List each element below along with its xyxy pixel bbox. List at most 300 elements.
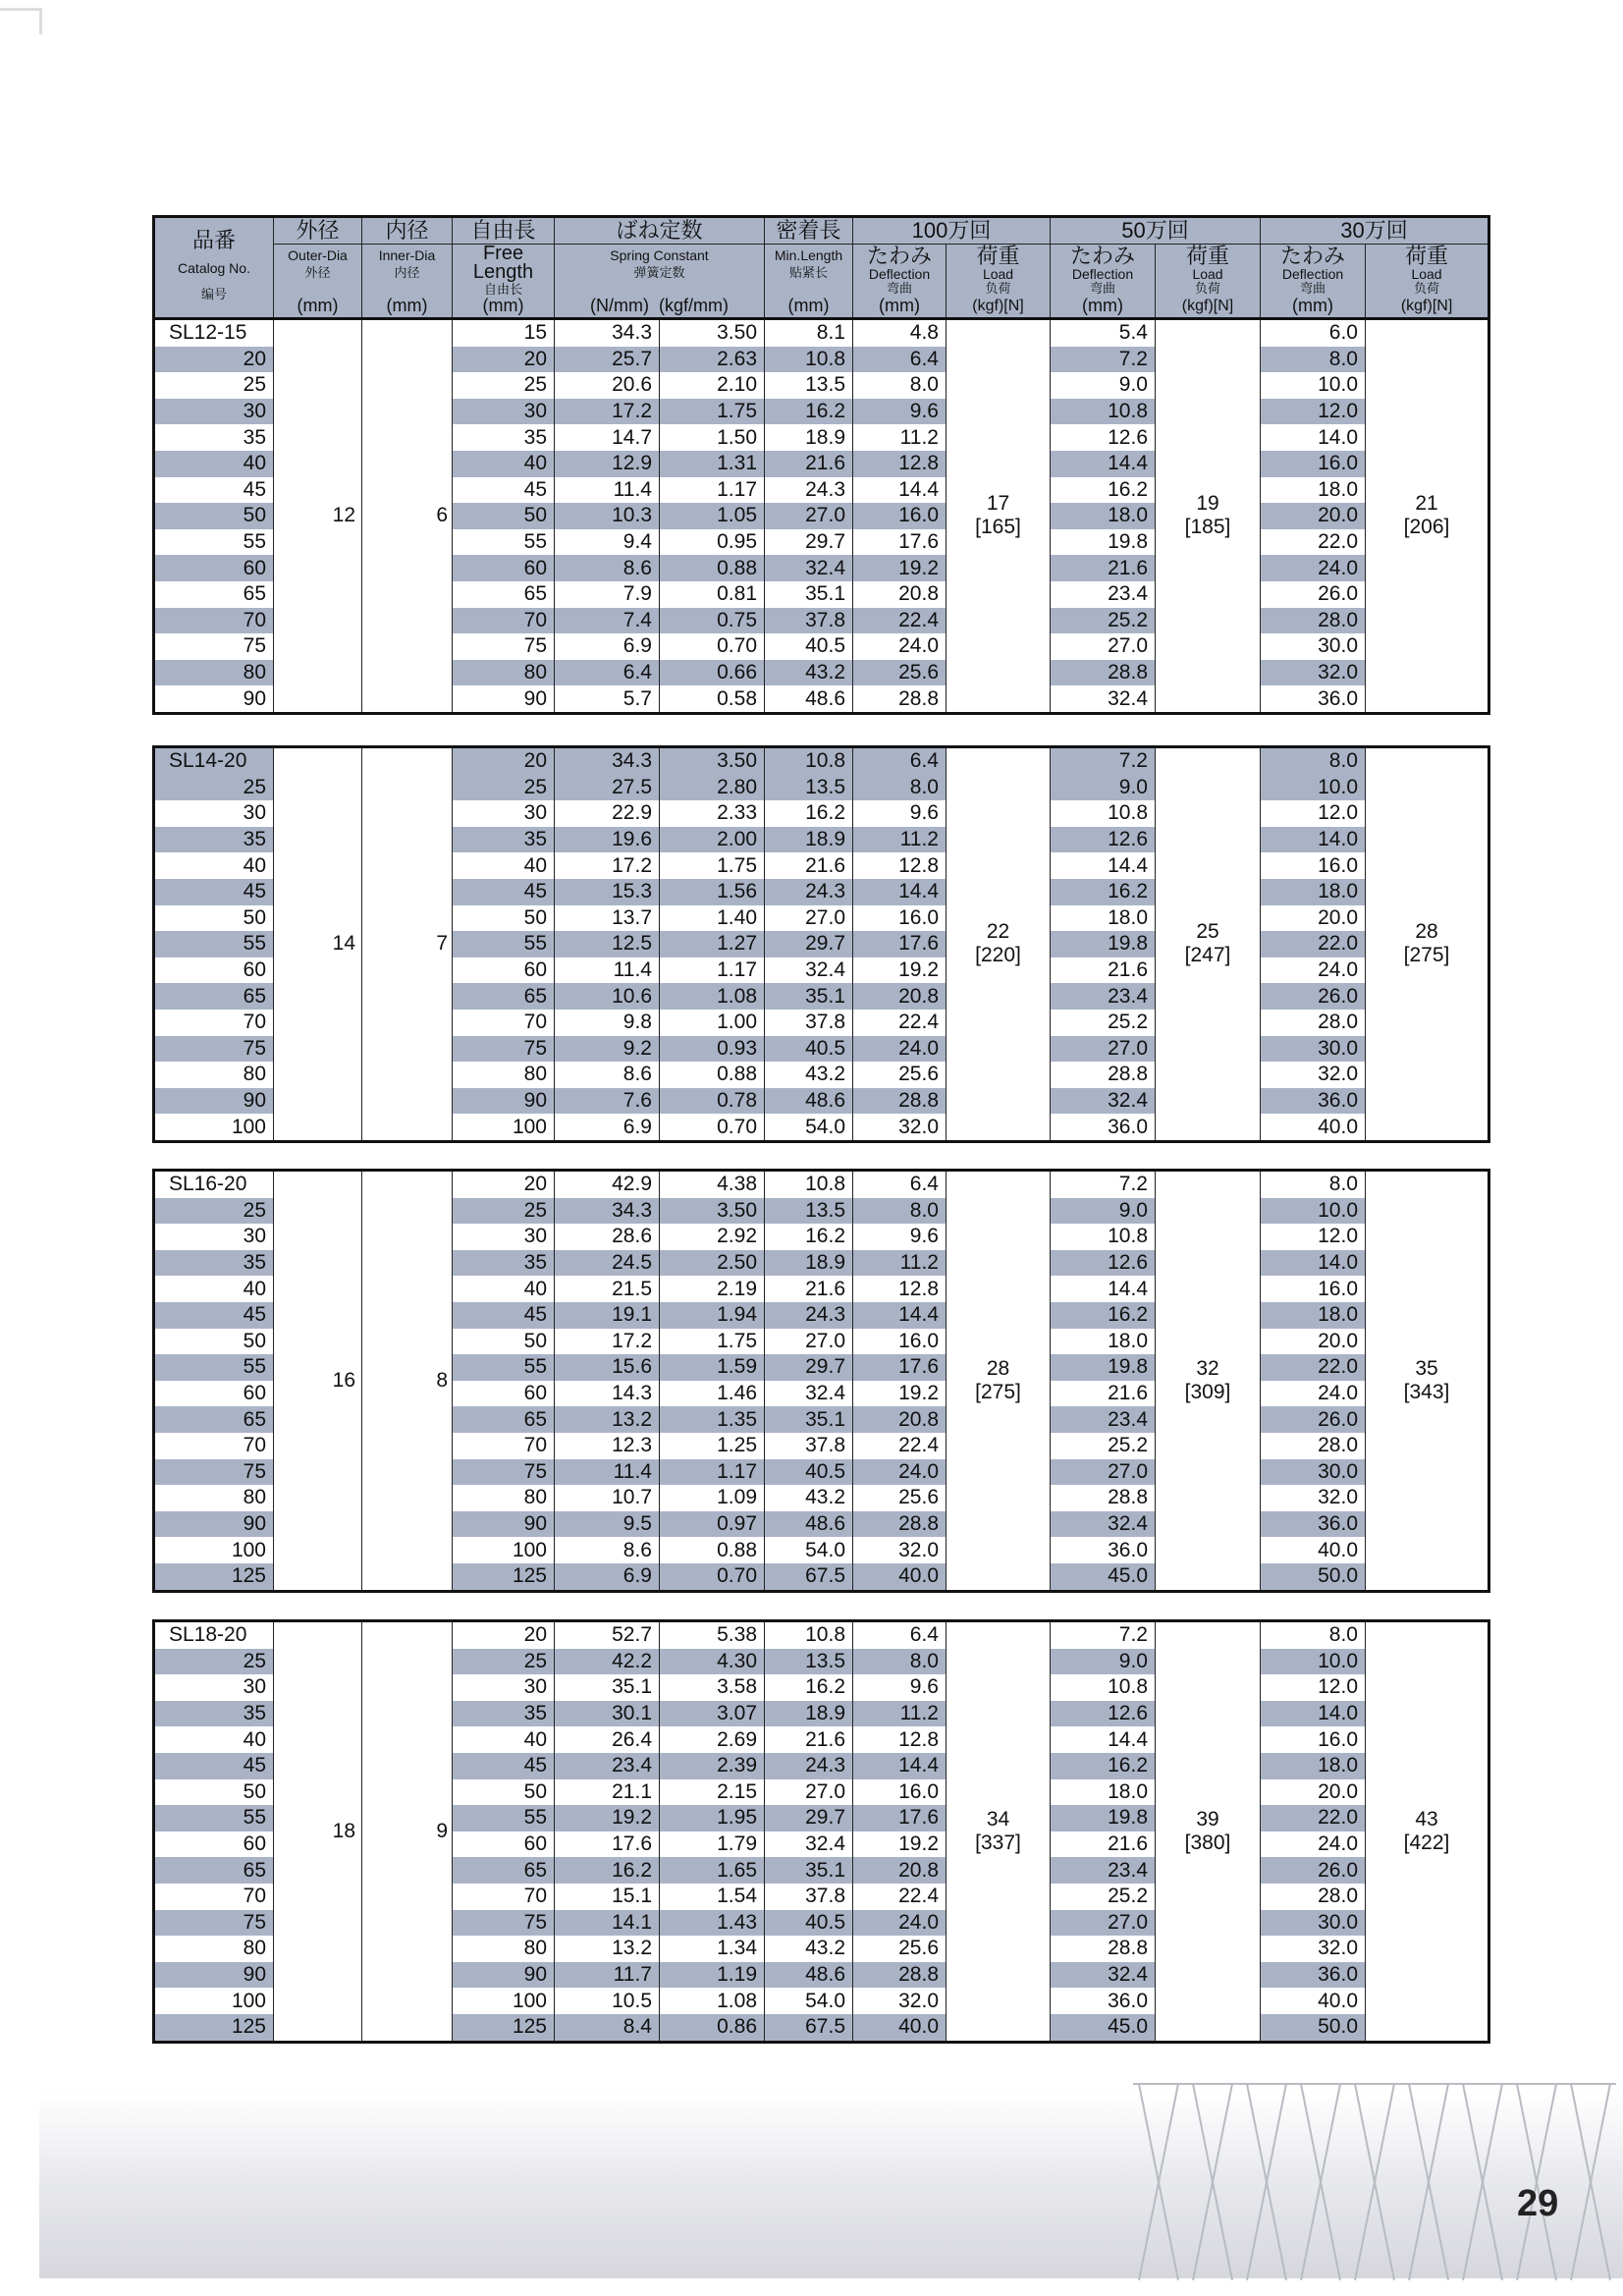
spring-constant-kgf-value: 1.50 bbox=[660, 424, 765, 451]
catalog-number: 65 bbox=[154, 1857, 274, 1884]
spring-constant-kgf-value: 1.35 bbox=[660, 1406, 765, 1433]
free-length-cn: 自由长 bbox=[483, 282, 522, 297]
spring-constant-n-value: 7.6 bbox=[555, 1088, 660, 1115]
spring-constant-n-value: 13.7 bbox=[555, 905, 660, 932]
deflection-30-value: 24.0 bbox=[1261, 957, 1366, 984]
deflection-100-value: 24.0 bbox=[853, 633, 947, 660]
load-kgf: 22 bbox=[986, 920, 1010, 944]
deflection-30-value: 50.0 bbox=[1261, 2014, 1366, 2042]
spring-constant-n-value: 8.4 bbox=[555, 2014, 660, 2042]
load-n: [206] bbox=[1403, 516, 1450, 539]
deflection-50-value: 25.2 bbox=[1051, 608, 1156, 634]
catalog-number: 30 bbox=[154, 800, 274, 827]
deflection-100-value: 40.0 bbox=[853, 1563, 947, 1591]
free-length-value: 75 bbox=[453, 1459, 555, 1486]
header-catalog-cn: 编号 bbox=[200, 287, 227, 301]
catalog-number: 50 bbox=[154, 905, 274, 932]
free-length-value: 65 bbox=[453, 983, 555, 1010]
free-length-value: 55 bbox=[453, 529, 555, 556]
deflection-30-value: 50.0 bbox=[1261, 1563, 1366, 1591]
free-length-value: 20 bbox=[453, 747, 555, 775]
spring-constant-n-value: 10.6 bbox=[555, 983, 660, 1010]
deflection-30-value: 30.0 bbox=[1261, 633, 1366, 660]
deflection-50-value: 25.2 bbox=[1051, 1884, 1156, 1910]
deflection-100-value: 8.0 bbox=[853, 372, 947, 399]
free-length-value: 40 bbox=[453, 451, 555, 477]
free-length-value: 60 bbox=[453, 1831, 555, 1858]
spring-constant-n-value: 10.3 bbox=[555, 503, 660, 529]
spring-constant-kgf-value: 2.15 bbox=[660, 1779, 765, 1806]
spring-constant-n-value: 30.1 bbox=[555, 1701, 660, 1727]
spring-constant-n-value: 10.5 bbox=[555, 1988, 660, 2014]
load-n: [275] bbox=[975, 1380, 1021, 1403]
min-length-value: 32.4 bbox=[765, 1831, 853, 1858]
deflection-50-value: 36.0 bbox=[1051, 1114, 1156, 1141]
free-length-value: 70 bbox=[453, 1433, 555, 1459]
spring-constant-kgf-value: 0.88 bbox=[660, 1062, 765, 1088]
min-length-value: 8.1 bbox=[765, 319, 853, 347]
spring-constant-kgf-value: 0.70 bbox=[660, 1114, 765, 1141]
spring-constant-kgf-value: 5.38 bbox=[660, 1621, 765, 1649]
deflection-50-value: 23.4 bbox=[1051, 581, 1156, 608]
deflection-cn: 弯曲 bbox=[1090, 280, 1116, 296]
spring-constant-n-value: 17.2 bbox=[555, 399, 660, 425]
deflection-30-value: 14.0 bbox=[1261, 424, 1366, 451]
spring-constant-kgf-value: 1.40 bbox=[660, 905, 765, 932]
spring-constant-kgf-value: 0.88 bbox=[660, 1537, 765, 1563]
header-free-length bbox=[453, 245, 555, 319]
min-length-value: 27.0 bbox=[765, 1329, 853, 1355]
load-cn: 负荷 bbox=[1195, 280, 1221, 296]
deflection-50-value: 5.4 bbox=[1051, 319, 1156, 347]
spring-constant-n-value: 35.1 bbox=[555, 1674, 660, 1701]
outer-dia-value: 14 bbox=[274, 747, 362, 1142]
inner-dia-cn: 内径 bbox=[394, 264, 420, 280]
spring-constant-n-value: 16.2 bbox=[555, 1857, 660, 1884]
header-table bbox=[152, 215, 1490, 320]
free-length-value: 40 bbox=[453, 1726, 555, 1753]
spec-group-sl16 bbox=[152, 1169, 1488, 1593]
deflection-100-value: 9.6 bbox=[853, 1224, 947, 1250]
min-length-unit: (mm) bbox=[787, 296, 830, 316]
free-length-value: 70 bbox=[453, 1884, 555, 1910]
deflection-50-value: 12.6 bbox=[1051, 827, 1156, 853]
inner-dia-value: 8 bbox=[362, 1171, 453, 1592]
deflection-100-value: 6.4 bbox=[853, 347, 947, 373]
deflection-30-value: 12.0 bbox=[1261, 1224, 1366, 1250]
deflection-50-value: 19.8 bbox=[1051, 931, 1156, 957]
deflection-50-value: 28.8 bbox=[1051, 1485, 1156, 1511]
catalog-number: 45 bbox=[154, 477, 274, 504]
deflection-50-value: 45.0 bbox=[1051, 2014, 1156, 2042]
deflection-30-value: 18.0 bbox=[1261, 477, 1366, 504]
spring-constant-n-value: 17.2 bbox=[555, 852, 660, 879]
free-length-value: 45 bbox=[453, 1753, 555, 1779]
catalog-number: 40 bbox=[154, 852, 274, 879]
catalog-number: 40 bbox=[154, 1276, 274, 1302]
catalog-number: 35 bbox=[154, 1701, 274, 1727]
spring-constant-n-value: 15.6 bbox=[555, 1354, 660, 1381]
min-length-value: 16.2 bbox=[765, 1674, 853, 1701]
min-length-value: 48.6 bbox=[765, 1511, 853, 1538]
spring-constant-kgf-value: 3.50 bbox=[660, 319, 765, 347]
min-length-value: 35.1 bbox=[765, 1406, 853, 1433]
spring-constant-n-value: 13.2 bbox=[555, 1406, 660, 1433]
deflection-50-value: 19.8 bbox=[1051, 529, 1156, 556]
inner-dia-value: 7 bbox=[362, 747, 453, 1142]
spring-constant-n-value: 21.1 bbox=[555, 1779, 660, 1806]
spec-header bbox=[152, 215, 1488, 320]
header-load-30 bbox=[1366, 245, 1489, 319]
min-length-value: 32.4 bbox=[765, 555, 853, 581]
deflection-100-value: 6.4 bbox=[853, 747, 947, 775]
deflection-30-value: 20.0 bbox=[1261, 503, 1366, 529]
deflection-30-value: 28.0 bbox=[1261, 1010, 1366, 1036]
spring-constant-kgf-value: 1.00 bbox=[660, 1010, 765, 1036]
free-length-value: 100 bbox=[453, 1114, 555, 1141]
deflection-30-value: 28.0 bbox=[1261, 608, 1366, 634]
deflection-50-value: 12.6 bbox=[1051, 1701, 1156, 1727]
deflection-100-value: 25.6 bbox=[853, 1062, 947, 1088]
catalog-number: 90 bbox=[154, 1511, 274, 1538]
spring-constant-kgf-value: 0.81 bbox=[660, 581, 765, 608]
table-row bbox=[154, 1171, 1489, 1198]
min-length-value: 40.5 bbox=[765, 1459, 853, 1486]
load-30-value bbox=[1366, 747, 1489, 1142]
free-length-value: 40 bbox=[453, 1276, 555, 1302]
deflection-30-value: 6.0 bbox=[1261, 319, 1366, 347]
spring-constant-kgf-value: 3.58 bbox=[660, 1674, 765, 1701]
free-length-value: 90 bbox=[453, 685, 555, 713]
load-jp: 荷重 bbox=[1405, 244, 1449, 268]
spring-constant-kgf-value: 2.63 bbox=[660, 347, 765, 373]
spec-group-sl14 bbox=[152, 745, 1488, 1143]
load-kgf: 17 bbox=[986, 492, 1010, 516]
deflection-100-value: 22.4 bbox=[853, 1433, 947, 1459]
free-length-value: 70 bbox=[453, 608, 555, 634]
deflection-30-value: 22.0 bbox=[1261, 931, 1366, 957]
deflection-100-value: 12.8 bbox=[853, 451, 947, 477]
catalog-number: 25 bbox=[154, 775, 274, 801]
deflection-50-value: 27.0 bbox=[1051, 1459, 1156, 1486]
deflection-50-value: 19.8 bbox=[1051, 1805, 1156, 1831]
deflection-50-value: 45.0 bbox=[1051, 1563, 1156, 1591]
min-length-value: 43.2 bbox=[765, 1062, 853, 1088]
deflection-30-value: 16.0 bbox=[1261, 451, 1366, 477]
min-length-value: 32.4 bbox=[765, 957, 853, 984]
free-length-en: Free Length bbox=[472, 244, 534, 283]
free-length-value: 60 bbox=[453, 957, 555, 984]
catalog-number: 65 bbox=[154, 983, 274, 1010]
deflection-100-value: 14.4 bbox=[853, 1753, 947, 1779]
deflection-30-value: 16.0 bbox=[1261, 1276, 1366, 1302]
free-length-value: 80 bbox=[453, 660, 555, 686]
header-free-length-jp: 自由長 bbox=[453, 217, 555, 245]
catalog-number: 90 bbox=[154, 1962, 274, 1989]
min-length-value: 13.5 bbox=[765, 372, 853, 399]
min-length-value: 48.6 bbox=[765, 685, 853, 713]
free-length-unit: (mm) bbox=[482, 296, 524, 316]
deflection-30-value: 30.0 bbox=[1261, 1910, 1366, 1937]
min-length-value: 18.9 bbox=[765, 827, 853, 853]
deflection-50-value: 9.0 bbox=[1051, 775, 1156, 801]
min-length-value: 29.7 bbox=[765, 1805, 853, 1831]
spring-constant-n-value: 34.3 bbox=[555, 319, 660, 347]
spring-constant-kgf-value: 1.25 bbox=[660, 1433, 765, 1459]
free-length-value: 80 bbox=[453, 1936, 555, 1962]
spring-constant-kgf-value: 2.50 bbox=[660, 1250, 765, 1277]
spring-constant-kgf-value: 1.08 bbox=[660, 983, 765, 1010]
deflection-30-value: 22.0 bbox=[1261, 1354, 1366, 1381]
deflection-50-value: 16.2 bbox=[1051, 1753, 1156, 1779]
load-n: [165] bbox=[975, 516, 1021, 539]
deflection-50-value: 23.4 bbox=[1051, 1406, 1156, 1433]
deflection-100-value: 14.4 bbox=[853, 1302, 947, 1329]
free-length-value: 55 bbox=[453, 1805, 555, 1831]
catalog-number: 100 bbox=[154, 1537, 274, 1563]
deflection-jp: たわみ bbox=[1070, 244, 1136, 268]
catalog-number: 35 bbox=[154, 1250, 274, 1277]
outer-dia-en: Outer-Dia bbox=[288, 247, 348, 263]
spring-constant-n-value: 9.2 bbox=[555, 1036, 660, 1063]
spring-constant-kgf-value: 0.78 bbox=[660, 1088, 765, 1115]
free-length-value: 100 bbox=[453, 1537, 555, 1563]
deflection-30-value: 30.0 bbox=[1261, 1459, 1366, 1486]
spring-constant-kgf-value: 1.59 bbox=[660, 1354, 765, 1381]
header-cycles-50: 50万回 bbox=[1051, 217, 1261, 245]
load-50-value bbox=[1156, 747, 1261, 1142]
inner-dia-en: Inner-Dia bbox=[378, 247, 436, 263]
deflection-50-value: 28.8 bbox=[1051, 1062, 1156, 1088]
free-length-value: 20 bbox=[453, 1171, 555, 1198]
deflection-cn: 弯曲 bbox=[887, 280, 913, 296]
load-30-value bbox=[1366, 319, 1489, 714]
free-length-value: 25 bbox=[453, 775, 555, 801]
free-length-value: 60 bbox=[453, 1381, 555, 1407]
catalog-number: 35 bbox=[154, 424, 274, 451]
spring-constant-kgf-value: 1.09 bbox=[660, 1485, 765, 1511]
spring-coil-graphic bbox=[1119, 2074, 1623, 2290]
deflection-50-value: 14.4 bbox=[1051, 1276, 1156, 1302]
min-length-value: 48.6 bbox=[765, 1088, 853, 1115]
table-row bbox=[154, 1621, 1489, 1649]
deflection-50-value: 28.8 bbox=[1051, 660, 1156, 686]
header-cycles-30: 30万回 bbox=[1261, 217, 1489, 245]
catalog-number: SL12-15 bbox=[154, 319, 274, 347]
catalog-number: 70 bbox=[154, 608, 274, 634]
free-length-value: 30 bbox=[453, 399, 555, 425]
deflection-100-value: 11.2 bbox=[853, 424, 947, 451]
spring-constant-n-value: 19.2 bbox=[555, 1805, 660, 1831]
deflection-100-value: 11.2 bbox=[853, 827, 947, 853]
catalog-number: 70 bbox=[154, 1010, 274, 1036]
deflection-30-value: 16.0 bbox=[1261, 852, 1366, 879]
catalog-number: 30 bbox=[154, 399, 274, 425]
spring-constant-n-value: 23.4 bbox=[555, 1753, 660, 1779]
spring-constant-n-value: 42.2 bbox=[555, 1649, 660, 1675]
catalog-number: 20 bbox=[154, 347, 274, 373]
spring-constant-n-value: 7.4 bbox=[555, 608, 660, 634]
free-length-value: 15 bbox=[453, 319, 555, 347]
deflection-100-value: 24.0 bbox=[853, 1036, 947, 1063]
catalog-number: 55 bbox=[154, 931, 274, 957]
catalog-number: 60 bbox=[154, 957, 274, 984]
min-length-value: 27.0 bbox=[765, 1779, 853, 1806]
deflection-100-value: 20.8 bbox=[853, 983, 947, 1010]
load-100-value bbox=[947, 747, 1051, 1142]
spec-table bbox=[152, 1169, 1490, 1593]
load-100-value bbox=[947, 319, 1051, 714]
deflection-100-value: 19.2 bbox=[853, 555, 947, 581]
catalog-number: 70 bbox=[154, 1433, 274, 1459]
spring-constant-n-value: 12.9 bbox=[555, 451, 660, 477]
min-length-value: 10.8 bbox=[765, 1621, 853, 1649]
deflection-100-value: 22.4 bbox=[853, 1010, 947, 1036]
deflection-30-value: 14.0 bbox=[1261, 1701, 1366, 1727]
inner-dia-value: 9 bbox=[362, 1621, 453, 2043]
free-length-value: 65 bbox=[453, 1857, 555, 1884]
deflection-100-value: 17.6 bbox=[853, 529, 947, 556]
deflection-30-value: 32.0 bbox=[1261, 1936, 1366, 1962]
load-kgf: 28 bbox=[986, 1356, 1010, 1380]
load-unit: (kgf)[N] bbox=[1400, 298, 1453, 315]
catalog-number: 40 bbox=[154, 1726, 274, 1753]
spring-constant-n-value: 17.2 bbox=[555, 1329, 660, 1355]
spring-constant-en: Spring Constant bbox=[610, 247, 709, 263]
min-length-value: 18.9 bbox=[765, 1701, 853, 1727]
spring-constant-unit: (N/mm) (kgf/mm) bbox=[590, 296, 729, 316]
deflection-100-value: 32.0 bbox=[853, 1537, 947, 1563]
min-length-value: 16.2 bbox=[765, 1224, 853, 1250]
min-length-value: 18.9 bbox=[765, 424, 853, 451]
spring-constant-kgf-value: 1.31 bbox=[660, 451, 765, 477]
free-length-value: 25 bbox=[453, 1198, 555, 1225]
catalog-number: 65 bbox=[154, 1406, 274, 1433]
catalog-number: 40 bbox=[154, 451, 274, 477]
spring-constant-n-value: 34.3 bbox=[555, 1198, 660, 1225]
load-kgf: 19 bbox=[1196, 492, 1219, 516]
inner-dia-value: 6 bbox=[362, 319, 453, 714]
spring-constant-n-value: 21.5 bbox=[555, 1276, 660, 1302]
spring-constant-cn: 弹簧定数 bbox=[633, 264, 685, 280]
free-length-value: 30 bbox=[453, 1224, 555, 1250]
spring-constant-kgf-value: 1.17 bbox=[660, 957, 765, 984]
header-inner-dia-jp: 内径 bbox=[362, 217, 453, 245]
min-length-value: 24.3 bbox=[765, 477, 853, 504]
spring-constant-n-value: 11.7 bbox=[555, 1962, 660, 1989]
catalog-number: 55 bbox=[154, 1805, 274, 1831]
min-length-value: 40.5 bbox=[765, 633, 853, 660]
spring-constant-kgf-value: 2.00 bbox=[660, 827, 765, 853]
deflection-100-value: 24.0 bbox=[853, 1459, 947, 1486]
load-n: [380] bbox=[1184, 1831, 1231, 1854]
free-length-value: 65 bbox=[453, 581, 555, 608]
min-length-value: 21.6 bbox=[765, 1726, 853, 1753]
free-length-value: 30 bbox=[453, 1674, 555, 1701]
deflection-30-value: 36.0 bbox=[1261, 685, 1366, 713]
load-n: [247] bbox=[1184, 944, 1231, 967]
spring-constant-n-value: 13.2 bbox=[555, 1936, 660, 1962]
deflection-30-value: 32.0 bbox=[1261, 1485, 1366, 1511]
header-spring-constant-jp: ばね定数 bbox=[555, 217, 765, 245]
deflection-30-value: 36.0 bbox=[1261, 1088, 1366, 1115]
min-length-value: 37.8 bbox=[765, 1433, 853, 1459]
min-length-value: 37.8 bbox=[765, 1010, 853, 1036]
deflection-30-value: 32.0 bbox=[1261, 1062, 1366, 1088]
page-number: 29 bbox=[1517, 2183, 1559, 2224]
free-length-value: 65 bbox=[453, 1406, 555, 1433]
load-en: Load bbox=[1411, 266, 1442, 283]
deflection-30-value: 12.0 bbox=[1261, 399, 1366, 425]
deflection-100-value: 40.0 bbox=[853, 2014, 947, 2042]
deflection-100-value: 19.2 bbox=[853, 1381, 947, 1407]
catalog-number: 55 bbox=[154, 1354, 274, 1381]
deflection-100-value: 16.0 bbox=[853, 905, 947, 932]
deflection-50-value: 18.0 bbox=[1051, 503, 1156, 529]
min-length-value: 29.7 bbox=[765, 529, 853, 556]
catalog-number: 100 bbox=[154, 1114, 274, 1141]
free-length-value: 20 bbox=[453, 347, 555, 373]
deflection-100-value: 16.0 bbox=[853, 1779, 947, 1806]
deflection-30-value: 8.0 bbox=[1261, 347, 1366, 373]
load-jp: 荷重 bbox=[1186, 244, 1230, 268]
catalog-number: 45 bbox=[154, 1753, 274, 1779]
spring-constant-n-value: 19.6 bbox=[555, 827, 660, 853]
min-length-value: 43.2 bbox=[765, 1485, 853, 1511]
min-length-value: 43.2 bbox=[765, 1936, 853, 1962]
deflection-30-value: 30.0 bbox=[1261, 1036, 1366, 1063]
min-length-value: 43.2 bbox=[765, 660, 853, 686]
deflection-100-value: 9.6 bbox=[853, 800, 947, 827]
spring-constant-n-value: 14.7 bbox=[555, 424, 660, 451]
deflection-50-value: 25.2 bbox=[1051, 1433, 1156, 1459]
spring-constant-kgf-value: 1.19 bbox=[660, 1962, 765, 1989]
min-length-value: 35.1 bbox=[765, 983, 853, 1010]
load-en: Load bbox=[982, 266, 1014, 283]
deflection-50-value: 32.4 bbox=[1051, 685, 1156, 713]
spring-constant-n-value: 52.7 bbox=[555, 1621, 660, 1649]
spring-constant-n-value: 9.4 bbox=[555, 529, 660, 556]
spring-constant-kgf-value: 0.97 bbox=[660, 1511, 765, 1538]
free-length-value: 35 bbox=[453, 1701, 555, 1727]
deflection-50-value: 9.0 bbox=[1051, 372, 1156, 399]
deflection-50-value: 32.4 bbox=[1051, 1962, 1156, 1989]
deflection-100-value: 28.8 bbox=[853, 1962, 947, 1989]
min-length-value: 16.2 bbox=[765, 800, 853, 827]
deflection-30-value: 26.0 bbox=[1261, 581, 1366, 608]
deflection-50-value: 36.0 bbox=[1051, 1988, 1156, 2014]
spring-constant-kgf-value: 2.19 bbox=[660, 1276, 765, 1302]
deflection-100-value: 24.0 bbox=[853, 1910, 947, 1937]
spring-constant-n-value: 24.5 bbox=[555, 1250, 660, 1277]
free-length-value: 90 bbox=[453, 1088, 555, 1115]
deflection-30-value: 28.0 bbox=[1261, 1433, 1366, 1459]
free-length-value: 75 bbox=[453, 1036, 555, 1063]
spring-constant-kgf-value: 1.05 bbox=[660, 503, 765, 529]
deflection-30-value: 22.0 bbox=[1261, 529, 1366, 556]
spring-constant-n-value: 15.1 bbox=[555, 1884, 660, 1910]
free-length-value: 35 bbox=[453, 827, 555, 853]
catalog-number: 75 bbox=[154, 1459, 274, 1486]
free-length-value: 25 bbox=[453, 372, 555, 399]
deflection-50-value: 18.0 bbox=[1051, 1779, 1156, 1806]
deflection-30-value: 26.0 bbox=[1261, 1857, 1366, 1884]
outer-dia-value: 16 bbox=[274, 1171, 362, 1592]
header-min-length bbox=[765, 245, 853, 319]
spring-constant-n-value: 8.6 bbox=[555, 555, 660, 581]
deflection-30-value: 8.0 bbox=[1261, 1621, 1366, 1649]
catalog-number: 100 bbox=[154, 1988, 274, 2014]
